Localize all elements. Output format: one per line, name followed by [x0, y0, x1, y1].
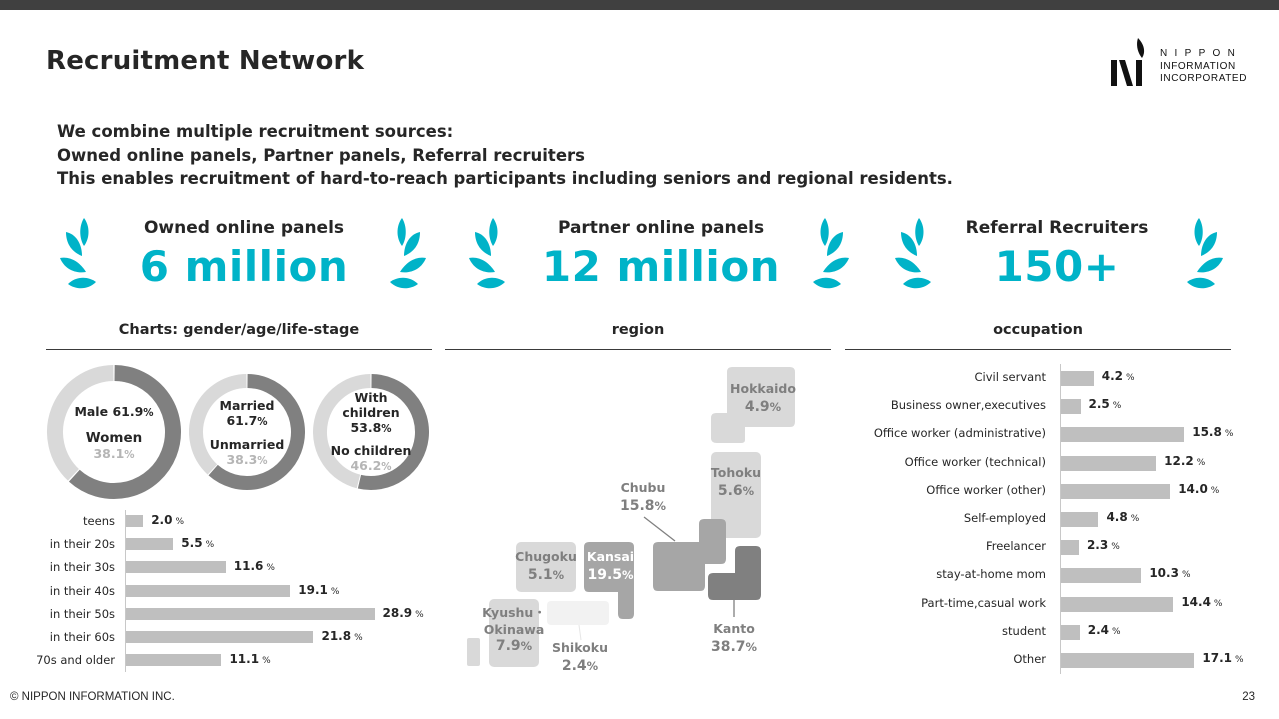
pct-unit: % — [381, 423, 392, 435]
hokkaido-label — [723, 380, 803, 416]
intro-text — [57, 120, 953, 191]
logo-text — [1160, 48, 1247, 86]
married-label: Married — [219, 398, 275, 413]
bar — [1061, 427, 1184, 442]
bar — [126, 608, 375, 620]
bar-category-label: Business owner,executives — [890, 398, 1046, 413]
region-okinawa — [467, 638, 480, 666]
region-name: Kansai — [586, 549, 635, 564]
bar-category-label: Freelancer — [985, 539, 1046, 554]
no-children-value: 46.2 — [350, 458, 382, 473]
stat-label: Referral Recruiters — [965, 218, 1149, 238]
donut-marital-labels — [195, 398, 299, 469]
page-title: Recruitment Network — [46, 46, 365, 76]
bar — [126, 561, 226, 573]
bar — [126, 631, 313, 643]
stat-label: Partner online panels — [557, 218, 765, 238]
bar-value-label: 2.4 % — [1087, 622, 1121, 637]
region-name: Chubu — [620, 480, 666, 495]
women-value: 38.1 — [93, 446, 125, 461]
logo-line-2: INFORMATION — [1160, 60, 1236, 72]
bar-category-label: Civil servant — [974, 370, 1046, 384]
region-name: Kyushu・ — [482, 605, 546, 620]
bar — [1061, 512, 1098, 527]
bar — [1061, 540, 1079, 555]
bar-value-label: 5.5 % — [181, 536, 215, 551]
page-number: 23 — [1242, 691, 1255, 703]
bar-value-label: 11.6 % — [233, 559, 275, 574]
bar-category-label: Other — [1013, 652, 1046, 666]
region-value: 38.7 — [710, 639, 746, 655]
bar-category-label: Office worker (technical) — [904, 454, 1046, 469]
pct-unit: % — [769, 400, 782, 414]
married-value: 61.7 — [226, 413, 258, 428]
region-name: Shikoku — [552, 640, 608, 655]
bar — [126, 538, 173, 550]
women-label: Women — [85, 430, 143, 446]
stat-value: 12 million — [541, 242, 781, 291]
bar-category-label: in their 20s — [49, 537, 115, 552]
bar — [1061, 653, 1194, 668]
stat-value: 150+ — [994, 242, 1120, 291]
bar-category-label: student — [1002, 623, 1046, 638]
pct-unit: % — [520, 639, 533, 653]
occupation-bar-chart — [850, 364, 1244, 676]
bar — [1061, 568, 1141, 583]
bar-category-label: Office worker (administrative) — [873, 426, 1046, 441]
male-label: Male — [74, 404, 109, 419]
stat-partner-panels — [481, 212, 841, 302]
tohoku-label — [703, 464, 769, 500]
bar-value-label: 4.8 % — [1106, 510, 1140, 524]
pct-unit: % — [654, 499, 667, 513]
shikoku-label — [547, 639, 613, 675]
bar-category-label: Part-time,casual work — [921, 595, 1046, 610]
shikoku-leader-line — [579, 625, 581, 640]
chubu-label — [610, 479, 676, 515]
chubu-leader-line — [644, 517, 675, 541]
region-value: 4.9 — [744, 399, 770, 415]
bar-category-label: in their 30s — [49, 560, 115, 575]
with-children-label-2: children — [342, 405, 400, 420]
intro-line: This enables recruitment of hard-to-reach participants including seniors and regional residents. — [57, 169, 953, 188]
pct-unit: % — [124, 449, 135, 461]
region-name: Hokkaido — [730, 381, 796, 396]
male-value: 61.9 — [112, 404, 144, 419]
region-value: 2.4 — [561, 658, 587, 674]
pct-unit: % — [622, 568, 634, 582]
bar-category-label: stay-at-home mom — [936, 567, 1046, 582]
logo-mark-icon — [1108, 36, 1153, 88]
unmarried-value: 38.3 — [226, 452, 258, 467]
bar-category-label: teens — [83, 514, 115, 528]
bar-value-label: 4.2 % — [1101, 369, 1135, 383]
bar-value-label: 17.1 % — [1202, 651, 1244, 665]
copyright: © NIPPON INFORMATION INC. — [10, 691, 175, 703]
laurel-right-icon — [380, 214, 430, 292]
donut-gender-labels — [56, 404, 172, 463]
region-shikoku — [547, 601, 609, 625]
bar-value-label: 10.3 % — [1149, 566, 1191, 581]
bar — [1061, 625, 1080, 640]
bar-category-label: Self-employed — [963, 511, 1046, 525]
bar — [126, 515, 143, 527]
bar-value-label: 2.0 % — [151, 513, 185, 527]
region-value: 5.1 — [527, 567, 553, 583]
bar-value-label: 11.1 % — [229, 652, 271, 667]
donut-children-labels — [315, 390, 427, 475]
logo-line-1: NIPPON — [1160, 48, 1243, 59]
stat-label: Owned online panels — [143, 218, 345, 238]
bar-value-label: 19.1 % — [298, 582, 340, 597]
pct-unit: % — [257, 416, 268, 428]
logo-line-3: INCORPORATED — [1160, 73, 1248, 84]
pct-unit: % — [745, 640, 758, 654]
bar — [126, 585, 290, 597]
kansai-label — [583, 548, 638, 584]
region-name: Kanto — [713, 621, 755, 636]
bar — [1061, 484, 1170, 499]
bar-value-label: 2.5 % — [1088, 397, 1122, 412]
kanto-label — [701, 620, 767, 656]
bar — [1061, 399, 1081, 414]
company-logo — [1108, 36, 1258, 90]
region-value: 15.8 — [619, 498, 655, 514]
stat-referral-recruiters — [877, 212, 1237, 302]
with-children-value: 53.8 — [350, 420, 382, 435]
bar-value-label: 2.3 % — [1086, 538, 1120, 553]
bar-category-label: in their 50s — [49, 606, 115, 621]
chugoku-label — [513, 548, 579, 584]
bar-value-label: 21.8 % — [321, 629, 363, 643]
intro-line: We combine multiple recruitment sources: — [57, 122, 454, 141]
pct-unit: % — [143, 407, 154, 419]
region-name: Chugoku — [515, 549, 577, 564]
region-map — [455, 355, 815, 675]
pct-unit: % — [586, 659, 599, 673]
stat-owned-panels — [64, 212, 424, 302]
unmarried-label: Unmarried — [209, 437, 285, 452]
section-header-region: region — [445, 322, 831, 350]
stat-value: 6 million — [139, 242, 349, 291]
laurel-right-icon — [803, 214, 853, 292]
bar — [1061, 371, 1094, 386]
pct-unit: % — [552, 568, 565, 582]
bar — [126, 654, 221, 666]
section-header-occupation: occupation — [845, 322, 1231, 350]
pct-unit: % — [742, 484, 755, 498]
bar-value-label: 28.9 % — [382, 605, 424, 620]
pct-unit: % — [381, 461, 392, 473]
region-value: 19.5 — [587, 567, 623, 583]
bar-value-label: 12.2 % — [1164, 453, 1206, 468]
region-value: 5.6 — [717, 483, 743, 499]
laurel-right-icon — [1177, 214, 1227, 292]
bar — [1061, 456, 1156, 471]
with-children-label-1: With — [354, 390, 388, 405]
bar-category-label: Office worker (other) — [926, 482, 1046, 497]
age-bar-chart — [36, 510, 440, 675]
region-name: Tohoku — [710, 465, 762, 480]
intro-line: Owned online panels, Partner panels, Referral recruiters — [57, 145, 585, 165]
no-children-label: No children — [330, 443, 412, 458]
region-name: Okinawa — [483, 622, 545, 637]
kyushu-okinawa-label — [481, 604, 547, 655]
bar-value-label: 14.0 % — [1178, 481, 1220, 496]
bar-category-label: in their 60s — [49, 630, 115, 644]
bar-category-label: 70s and older — [36, 653, 115, 668]
bar-value-label: 15.8 % — [1192, 425, 1234, 440]
top-bar — [0, 0, 1279, 10]
section-header-demographics: Charts: gender/age/life-stage — [46, 322, 432, 350]
pct-unit: % — [257, 455, 268, 467]
region-value: 7.9 — [495, 638, 521, 654]
bar-category-label: in their 40s — [49, 583, 115, 598]
bar — [1061, 597, 1173, 612]
bar-value-label: 14.4 % — [1181, 594, 1223, 609]
